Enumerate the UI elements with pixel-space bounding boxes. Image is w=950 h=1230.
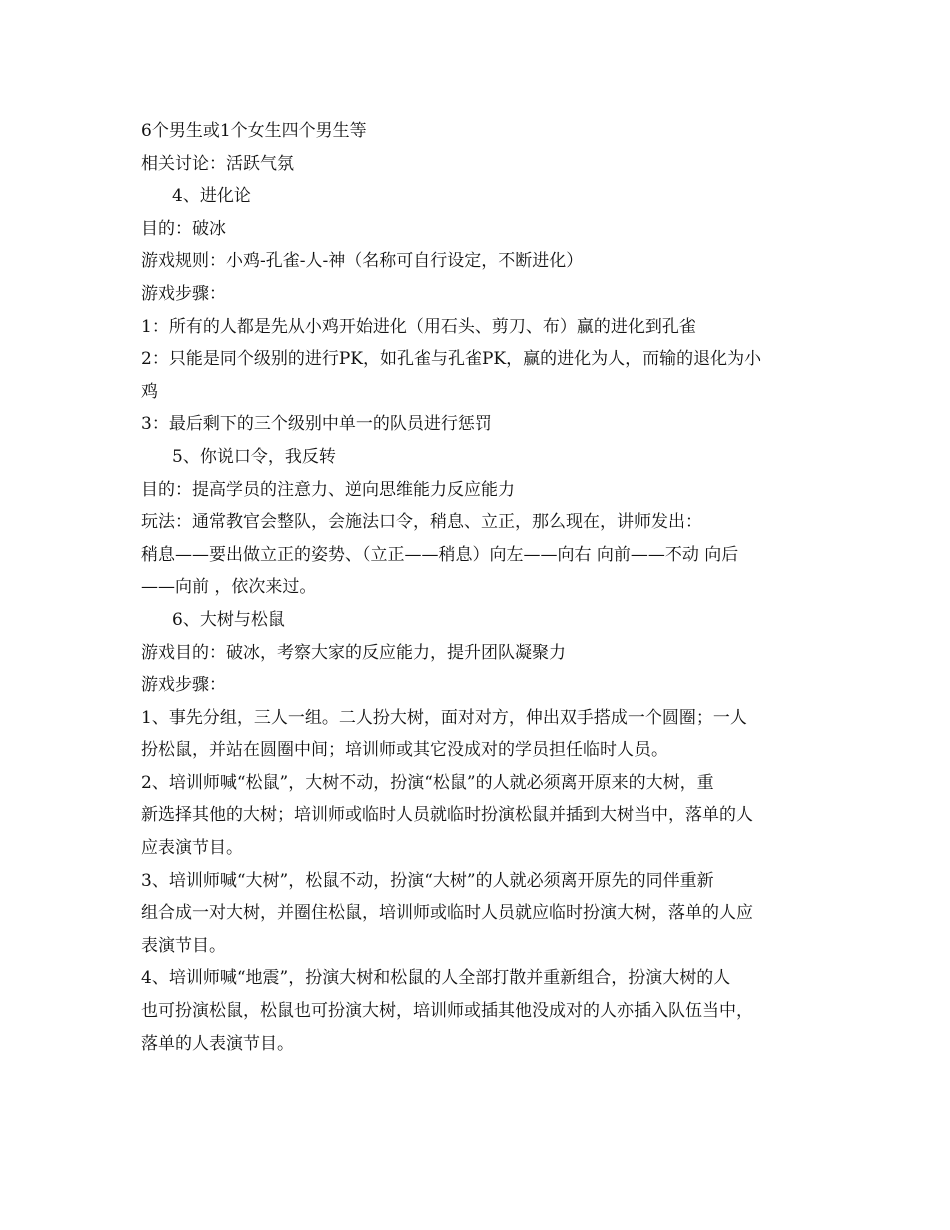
section-heading: 4、进化论 xyxy=(172,186,251,207)
text-line: 稍息——要出做立正的姿势、（立正——稍息）向左——向右 向前——不动 向后 xyxy=(141,544,739,565)
text-line: 目的：提高学员的注意力、逆向思维能力反应能力 xyxy=(141,479,515,500)
text-line: 1：所有的人都是先从小鸡开始进化（用石头、剪刀、布）赢的进化到孔雀 xyxy=(141,316,696,337)
text-line: 游戏目的：破冰，考察大家的反应能力，提升团队凝聚力 xyxy=(141,642,566,663)
text-line: 鸡 xyxy=(141,381,158,402)
text-line: 游戏步骤： xyxy=(141,283,226,304)
section-heading: 6、大树与松鼠 xyxy=(172,609,285,630)
text-line: 1、事先分组，三人一组。二人扮大树，面对对方，伸出双手搭成一个圆圈；一人 xyxy=(141,707,747,728)
text-line: 扮松鼠，并站在圆圈中间；培训师或其它没成对的学员担任临时人员。 xyxy=(141,740,668,761)
text-line: 也可扮演松鼠，松鼠也可扮演大树，培训师或插其他没成对的人亦插入队伍当中， xyxy=(141,1001,753,1022)
text-line: 4、培训师喊“地震”，扮演大树和松鼠的人全部打散并重新组合，扮演大树的人 xyxy=(141,968,731,989)
text-line: 2：只能是同个级别的进行PK，如孔雀与孔雀PK，赢的进化为人，而输的退化为小 xyxy=(141,349,762,370)
text-line: 玩法：通常教官会整队，会施法口令，稍息、立正，那么现在，讲师发出： xyxy=(141,512,702,533)
text-line: 游戏步骤： xyxy=(141,675,226,696)
text-line: 游戏规则：小鸡-孔雀-人-神（名称可自行设定，不断进化） xyxy=(141,251,584,272)
text-line: 应表演节目。 xyxy=(141,838,243,859)
text-line: 相关讨论：活跃气氛 xyxy=(141,153,294,174)
text-line: 目的：破冰 xyxy=(141,218,226,239)
text-line: 新选择其他的大树；培训师或临时人员就临时扮演松鼠并插到大树当中，落单的人 xyxy=(141,805,753,826)
document-body xyxy=(141,115,813,1060)
text-line: 3：最后剩下的三个级别中单一的队员进行惩罚 xyxy=(141,414,492,435)
text-line: 6个男生或1个女生四个男生等 xyxy=(141,121,367,141)
text-line: 组合成一对大树，并圈住松鼠，培训师或临时人员就应临时扮演大树，落单的人应 xyxy=(141,903,753,924)
section-heading: 5、你说口令，我反转 xyxy=(172,446,336,467)
text-line: 2、培训师喊“松鼠”，大树不动，扮演“松鼠”的人就必须离开原来的大树，重 xyxy=(141,772,714,793)
text-line: 3、培训师喊“大树”，松鼠不动，扮演“大树”的人就必须离开原先的同伴重新 xyxy=(141,870,714,891)
text-line: ——向前 ，依次来过。 xyxy=(141,577,317,598)
text-line: 表演节目。 xyxy=(141,935,226,956)
text-line: 落单的人表演节目。 xyxy=(141,1033,294,1054)
